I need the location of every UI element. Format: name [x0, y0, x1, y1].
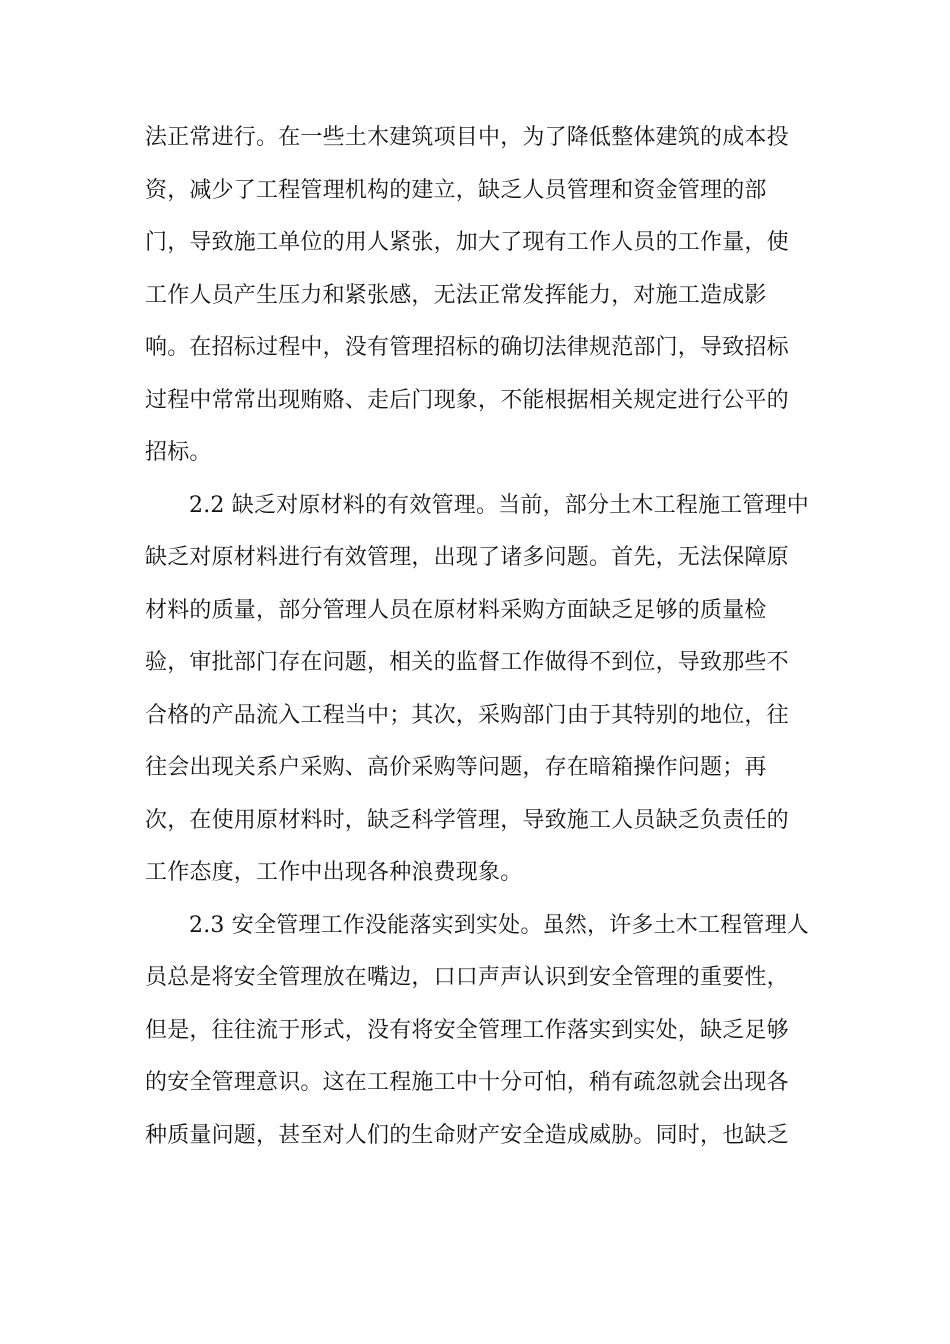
- text-line: 员总是将安全管理放在嘴边，口口声声认识到安全管理的重要性，: [145, 965, 789, 990]
- text-line: 合格的产品流入工程当中；其次，采购部门由于其特别的地位，往: [145, 702, 789, 728]
- body-text: [145, 118, 815, 1168]
- text-line: 材料的质量，部分管理人员在原材料采购方面缺乏足够的质量检: [145, 597, 767, 623]
- text-line: 次，在使用原材料时，缺乏科学管理，导致施工人员缺乏负责任的: [145, 807, 789, 833]
- paragraph-first-line: 2.2 缺乏对原材料的有效管理。当前，部分土木工程施工管理中: [189, 492, 809, 518]
- text-line: 工作态度，工作中出现各种浪费现象。: [145, 860, 523, 885]
- text-line: 工作人员产生压力和紧张感，无法正常发挥能力，对施工造成影: [145, 282, 767, 308]
- text-line: 的安全管理意识。这在工程施工中十分可怕，稍有疏忽就会出现各: [145, 1070, 789, 1095]
- text-line: 验，审批部门存在问题，相关的监督工作做得不到位，导致那些不: [145, 650, 789, 675]
- text-line: 响。在招标过程中，没有管理招标的确切法律规范部门，导致招标: [145, 335, 789, 360]
- text-line: 门，导致施工单位的用人紧张，加大了现有工作人员的工作量，使: [145, 230, 789, 255]
- text-line: 招标。: [145, 440, 212, 465]
- text-line: 过程中常常出现贿赂、走后门现象，不能根据相关规定进行公平的: [145, 387, 789, 413]
- text-line: 资，减少了工程管理机构的建立，缺乏人员管理和资金管理的部: [145, 177, 767, 203]
- text-line: 缺乏对原材料进行有效管理，出现了诸多问题。首先，无法保障原: [145, 545, 789, 570]
- text-line: 种质量问题，甚至对人们的生命财产安全造成威胁。同时，也缺乏: [145, 1122, 789, 1148]
- paragraph-first-line: 2.3 安全管理工作没能落实到实处。虽然，许多土木工程管理人: [189, 912, 809, 938]
- text-line: 但是，往往流于形式，没有将安全管理工作落实到实处，缺乏足够: [145, 1017, 789, 1043]
- text-line: 往会出现关系户采购、高价采购等问题，存在暗箱操作问题；再: [145, 755, 767, 780]
- text-line: 法正常进行。在一些土木建筑项目中，为了降低整体建筑的成本投: [145, 125, 789, 150]
